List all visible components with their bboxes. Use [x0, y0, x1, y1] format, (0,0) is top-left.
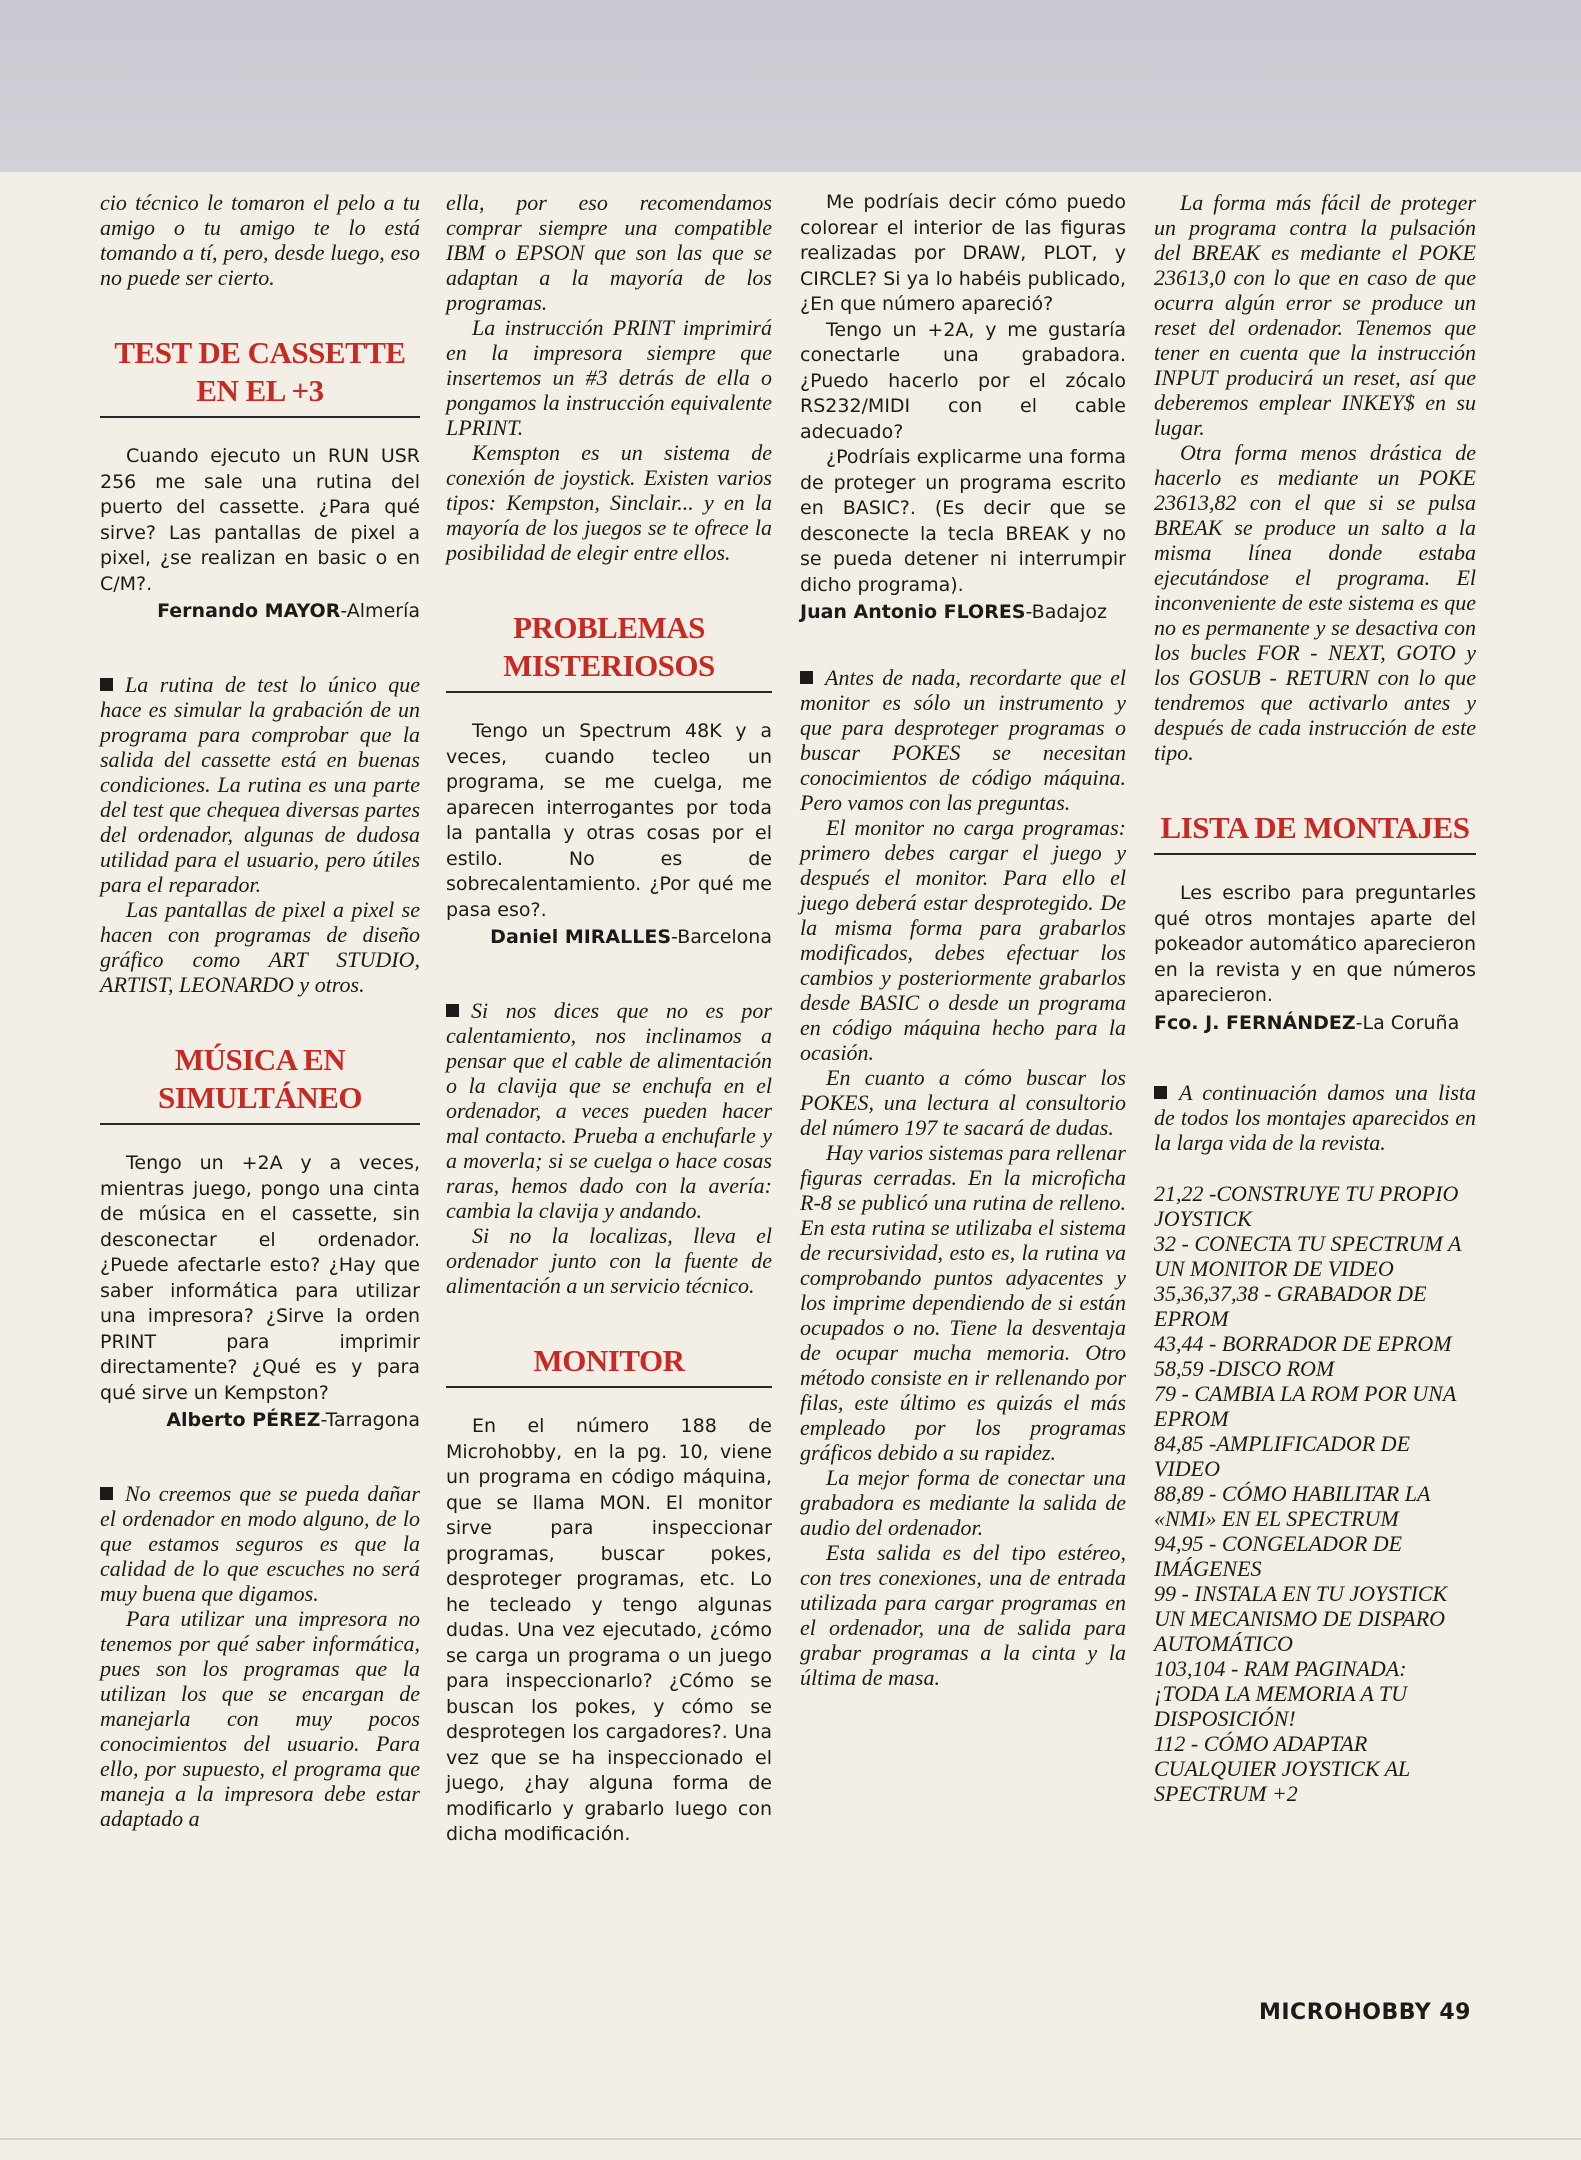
answer-paragraph — [100, 672, 420, 897]
signature-name: Fco. J. FERNÁNDEZ — [1154, 1011, 1356, 1034]
bottom-rule — [0, 2138, 1581, 2140]
list-item: 43,44 - BORRADOR DE EPROM — [1154, 1330, 1452, 1356]
signature-place: -Almería — [340, 600, 420, 622]
section-heading: MÚSICA EN SIMULTÁNEO — [100, 1041, 420, 1125]
list-item: 32 - CONECTA TU SPECTRUM A UN MONITOR DE VIDEO — [1154, 1230, 1462, 1281]
answer-text: Para utilizar una impresora no tenemos por qué saber informática, pues son los programas que la utilizan los que se encargan de manejarla con muy pocos conocimientos del usuario. Para ello, por supuesto, el programa que maneja a la impresora debe estar adaptado a — [100, 1606, 420, 1831]
list-item: 88,89 - CÓMO HABILITAR LA «NMI» EN EL SPECTRUM — [1154, 1480, 1431, 1531]
signature-name: Juan Antonio FLORES — [800, 601, 1026, 623]
answer-text: No creemos que se pueda dañar el ordenador en modo alguno, de lo que estamos seguros es que la calidad de lo que escuches no será muy buena que digamos. — [100, 1481, 420, 1606]
list-item: 84,85 -AMPLIFICADOR DE VIDEO — [1154, 1430, 1411, 1481]
list-item: 21,22 -CONSTRUYE TU PROPIO JOYSTICK — [1154, 1180, 1459, 1231]
question-text: Les escribo para preguntarles qué otros montajes aparte del pokeador automático aparecieron en la revista y en que números aparecieron. — [1154, 882, 1476, 1006]
signature-place: -La Coruña — [1355, 1011, 1460, 1034]
answer-text: Otra forma menos drástica de hacerlo es mediante un POKE 23613,82 con el que si se pulsa BREAK se produce un salto a la misma línea donde estaba ejecutándose el programa. El inconveniente de este sistema es que no es permanente y se desactiva con los bucles FOR - NEXT, GOTO y los GOSUB - RETURN con lo que tendremos que activarlo antes y después de cada instrucción de este tipo. — [1154, 440, 1476, 765]
signature-name: Daniel MIRALLES — [490, 926, 672, 948]
montajes-list — [1154, 1181, 1476, 1806]
page-footer: MICROHOBBY 49 — [1258, 2000, 1471, 2025]
answer-paragraph — [1154, 1080, 1476, 1155]
list-item: 103,104 - RAM PAGINADA: ¡TODA LA MEMORIA A TU DISPOSICIÓN! — [1154, 1655, 1408, 1731]
answer-paragraph — [446, 998, 772, 1223]
question-text: Cuando ejecuto un RUN USR 256 me sale una rutina del puerto del cassette. ¿Para qué sirve? Las pantallas de pixel a pixel, ¿se realizan en basic o en C/M?. — [100, 445, 420, 595]
answer-text: Esta salida es del tipo estéreo, con tres conexiones, una de entrada utilizada para cargar programas en el ordenador, una de salida para grabar programas a la cinta y la última de masa. — [800, 1540, 1126, 1690]
question-text: ¿Podríais explicarme una forma de proteger un programa escrito en BASIC?. (Es decir que se desconecte la tecla BREAK y no se pueda detener ni interrumpir dicho programa). — [800, 446, 1126, 596]
answer-text: ella, por eso recomendamos comprar siempre una compatible IBM o EPSON que son las que se adaptan a la mayoría de los programas. — [446, 190, 772, 315]
answer-text: A continuación damos una lista de todos los montajes aparecidos en la larga vida de la revista. — [1154, 1079, 1476, 1155]
list-item: 35,36,37,38 - GRABADOR DE EPROM — [1154, 1280, 1427, 1331]
answer-text: La rutina de test lo único que hace es simular la grabación de un programa para comprobar que la salida del cassette está en buenas condiciones. La rutina es una parte del test que chequea diversas partes del ordenador, algunas de dudosa utilidad para el usuario, pero útiles para el reparador. — [100, 672, 420, 897]
question-text: Tengo un +2A, y me gustaría conectarle una grabadora. ¿Puedo hacerlo por el zócalo RS232/MIDI con el cable adecuado? — [800, 318, 1126, 443]
list-item: 99 - INSTALA EN TU JOYSTICK UN MECANISMO DE DISPARO AUTOMÁTICO — [1154, 1580, 1448, 1656]
answer-text: Kemspton es un sistema de conexión de joystick. Existen varios tipos: Kempston, Sinclair... y en la mayoría de los juegos se te ofrece la posibilidad de elegir entre ellos. — [446, 440, 772, 565]
answer-text: La instrucción PRINT imprimirá en la impresora siempre que insertemos un #3 detrás de ella o pongamos la instrucción equivalente LPRINT. — [446, 315, 772, 440]
square-bullet-icon — [100, 1487, 113, 1500]
section-heading: LISTA DE MONTAJES — [1154, 809, 1476, 855]
section-heading: PROBLEMAS MISTERIOSOS — [446, 609, 772, 693]
answer-text: La forma más fácil de proteger un programa contra la pulsación del BREAK es mediante el POKE 23613,0 con lo que en caso de que ocurra algún error se produce un reset del ordenador. Tenemos que tener en cuenta que la instrucción INPUT producirá un reset, así que deberemos emplear INKEY$ en su lugar. — [1154, 190, 1476, 440]
signature — [100, 1408, 420, 1433]
question-text: En el número 188 de Microhobby, en la pg. 10, viene un programa en código máquina, que se llama MON. El monitor sirve para inspeccionar programas, buscar pokes, desproteger programas, etc. Lo he tecleado y tengo algunas dudas. Una vez ejecutado, ¿cómo se carga un programa o un juego para inspeccionarlo? ¿Cómo se buscan los pokes, y cómo se desprotegen los cargadores?. Una vez que se ha inspeccionado el juego, ¿hay alguna forma de modificarlo y grabarlo luego con dicha modificación. — [446, 1415, 772, 1845]
signature-name: Alberto PÉREZ — [166, 1409, 321, 1431]
column-2 — [446, 190, 772, 1848]
answer-text: Si no la localizas, lleva el ordenador junto con la fuente de alimentación a un servicio técnico. — [446, 1223, 772, 1298]
answer-paragraph — [800, 665, 1126, 815]
square-bullet-icon — [100, 678, 113, 691]
signature-name: Fernando MAYOR — [157, 600, 341, 622]
square-bullet-icon — [800, 671, 813, 684]
section-heading: TEST DE CASSETTE EN EL +3 — [100, 334, 420, 418]
answer-text: Hay varios sistemas para rellenar figuras cerradas. En la microficha R-8 se publicó una rutina de relleno. En esta rutina se utilizaba el sistema de recursividad, esto es, la rutina va comprobando puntos adyacentes y los imprime dependiendo de si están ocupados o no. Tiene la desventaja de ocupar mucha memoria. Otro método consiste en ir rellenando por filas, este último es quizás el más empleado por los programas gráficos debido a su rapidez. — [800, 1140, 1126, 1465]
column-3 — [800, 190, 1126, 1690]
signature — [800, 600, 1126, 625]
list-item: 112 - CÓMO ADAPTAR CUALQUIER JOYSTICK AL SPECTRUM +2 — [1154, 1730, 1410, 1806]
signature — [1154, 1011, 1476, 1036]
list-item: 79 - CAMBIA LA ROM POR UNA EPROM — [1154, 1380, 1456, 1431]
list-item: 58,59 -DISCO ROM — [1154, 1355, 1335, 1381]
answer-text: cio técnico le tomaron el pelo a tu amigo o tu amigo te lo está tomando a tí, pero, desde luego, eso no puede ser cierto. — [100, 190, 420, 290]
signature-place: -Badajoz — [1025, 601, 1107, 623]
answer-text: Antes de nada, recordarte que el monitor es sólo un instrumento y que para desproteger programas o buscar POKES se necesitan conocimientos de código máquina. Pero vamos con las preguntas. — [800, 665, 1126, 815]
answer-text: Si nos dices que no es por calentamiento, nos inclinamos a pensar que el cable de alimentación o la clavija que se enchufa en el ordenador, a veces pueden hacer mal contacto. Prueba a enchufarle y a moverla; si se cuelga o hace cosas raras, hemos dado con la avería: cambia la clavija y andando. — [446, 998, 772, 1223]
question-text: Me podríais decir cómo puedo colorear el interior de las figuras realizadas por DRAW, PLOT, y CIRCLE? Si ya lo habéis publicado, ¿En que número apareció? — [800, 191, 1126, 315]
section-heading: MONITOR — [446, 1342, 772, 1388]
answer-paragraph — [100, 1481, 420, 1606]
question-text: Tengo un +2A y a veces, mientras juego, pongo una cinta de música en el cassette, sin desconectar el ordenador. ¿Puede afectarle esto? ¿Hay que saber informática para utilizar una impresora? ¿Sirve la orden PRINT para imprimir directamente? ¿Qué es y para qué sirve un Kempston? — [100, 1152, 420, 1404]
answer-text: En cuanto a cómo buscar los POKES, una lectura al consultorio del número 197 te sacará de dudas. — [800, 1065, 1126, 1140]
square-bullet-icon — [1154, 1086, 1167, 1099]
column-4 — [1154, 190, 1476, 1806]
top-color-band — [0, 0, 1581, 172]
square-bullet-icon — [446, 1004, 459, 1017]
signature — [100, 599, 420, 624]
signature-place: -Barcelona — [671, 926, 772, 948]
column-1 — [100, 190, 420, 1831]
question-text: Tengo un Spectrum 48K y a veces, cuando tecleo un programa, se me cuelga, me aparecen interrogantes por toda la pantalla y otras cosas por el estilo. No es de sobrecalentamiento. ¿Por qué me pasa eso?. — [446, 720, 772, 921]
list-item: 94,95 - CONGELADOR DE IMÁGENES — [1154, 1530, 1403, 1581]
signature-place: -Tarragona — [320, 1409, 420, 1431]
signature — [446, 925, 772, 950]
answer-text: La mejor forma de conectar una grabadora es mediante la salida de audio del ordenador. — [800, 1465, 1126, 1540]
answer-text: El monitor no carga programas: primero debes cargar el juego y después el monitor. Para ello el juego deberá estar desprotegido. De la misma forma para grabarlos modificados, debes efectuar los cambios y posteriormente grabarlos desde BASIC o desde un programa en código máquina hecho para la ocasión. — [800, 815, 1126, 1065]
answer-text: Las pantallas de pixel a pixel se hacen con programas de diseño gráfico como ART STUDIO, ARTIST, LEONARDO y otros. — [100, 897, 420, 997]
